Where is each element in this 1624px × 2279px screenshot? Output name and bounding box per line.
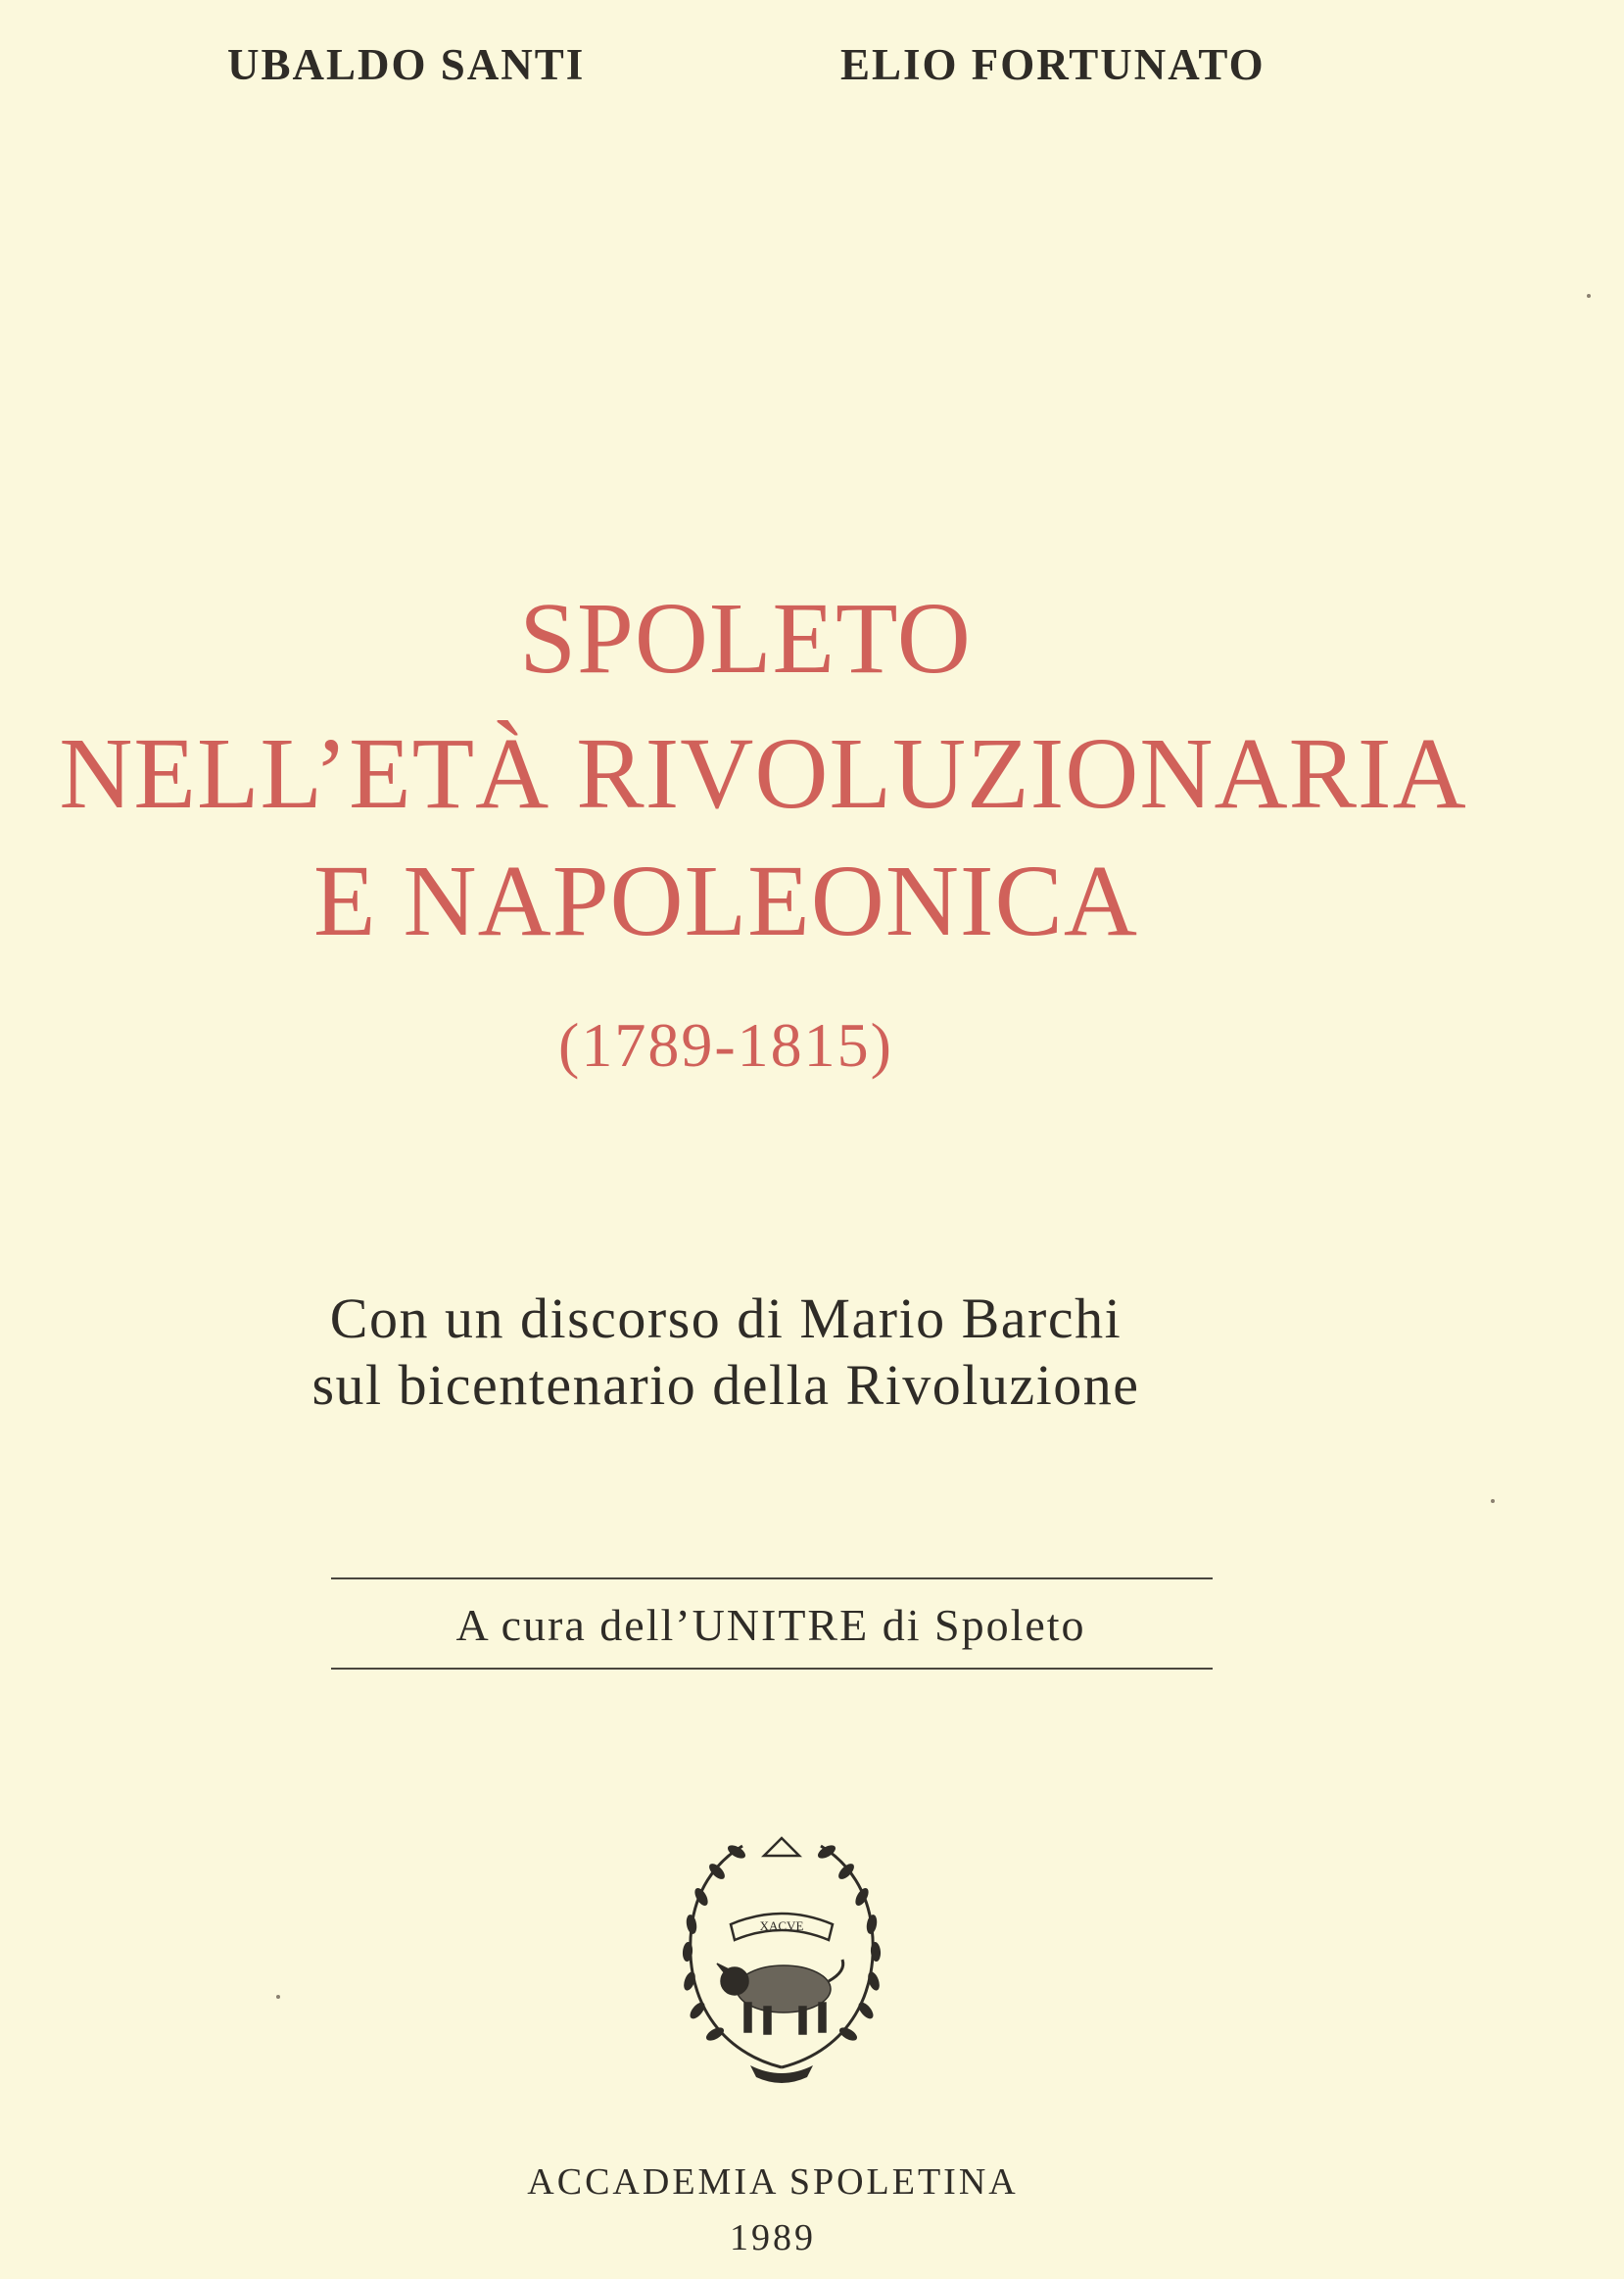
divider <box>331 1668 1213 1670</box>
divider <box>331 1577 1213 1579</box>
book-dates: (1789-1815) <box>558 1010 893 1080</box>
paper-speck <box>1491 1499 1495 1503</box>
paper-speck <box>276 1995 280 1999</box>
book-title-line: SPOLETO <box>519 582 972 695</box>
author-name: ELIO FORTUNATO <box>840 40 1266 89</box>
academy-emblem-icon <box>674 1834 889 2089</box>
curator-credit: A cura dell’UNITRE di Spoleto <box>455 1600 1086 1650</box>
book-title-line: NELL’ETÀ RIVOLUZIONARIA <box>59 717 1467 830</box>
book-title-line: E NAPOLEONICA <box>312 845 1139 957</box>
emblem-motto: XACVE <box>759 1918 804 1933</box>
publication-year: 1989 <box>730 2217 816 2258</box>
paper-speck <box>1587 294 1591 298</box>
author-name: UBALDO SANTI <box>227 40 586 89</box>
subtitle-line: Con un discorso di Mario Barchi <box>329 1286 1122 1350</box>
publisher-name: ACCADEMIA SPOLETINA <box>527 2161 1019 2203</box>
subtitle-line: sul bicentenario della Rivoluzione <box>311 1353 1140 1417</box>
